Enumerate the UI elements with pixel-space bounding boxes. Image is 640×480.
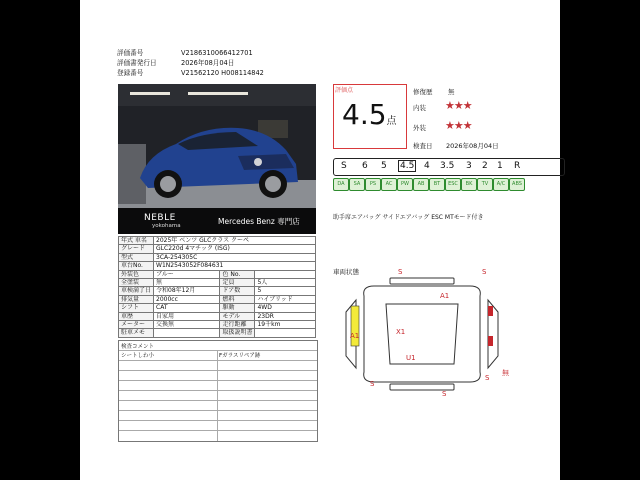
- grade-item: 5: [381, 161, 387, 171]
- reg-number-value: V21562120 H008114842: [181, 69, 264, 77]
- spec-value: [255, 329, 316, 337]
- note-comment: シートしわ小: [121, 353, 155, 359]
- spec-key: 型式: [119, 253, 154, 261]
- spec-key: メーター: [119, 321, 154, 329]
- spec-key: 走行距離: [220, 321, 255, 329]
- table-row: [119, 321, 316, 329]
- issue-date-value: 2026年08月04日: [181, 59, 235, 67]
- equipment-icon: PW: [397, 178, 413, 191]
- spec-value: 23DR: [255, 312, 316, 320]
- spec-value: GLC220d 4マチック (ISG): [154, 245, 316, 253]
- spec-value: 19千km: [255, 321, 316, 329]
- eval-number-value: V2186310066412701: [181, 49, 253, 57]
- damage-mark: S: [442, 390, 447, 398]
- equipment-icon: AC: [381, 178, 397, 191]
- damage-mark: U1: [406, 354, 416, 362]
- table-row: [119, 279, 316, 287]
- spec-key: グレード: [119, 245, 154, 253]
- notes-title: 検査コメント: [121, 344, 155, 350]
- score-value: [342, 98, 397, 131]
- eval-number-label: 評価番号: [117, 49, 144, 57]
- spec-key: 車台No.: [119, 262, 154, 270]
- spec-key: モデル: [220, 312, 255, 320]
- grade-scale: [333, 158, 565, 176]
- spec-value: 自家用: [154, 312, 220, 320]
- spec-value: 5: [255, 287, 316, 295]
- equipment-icon: BK: [461, 178, 477, 191]
- sheet-header: [117, 48, 264, 78]
- exterior-stars: ★★★: [445, 119, 472, 132]
- exterior-label: 外装: [413, 124, 426, 132]
- spec-value: 無: [154, 279, 220, 287]
- table-row: [119, 270, 316, 278]
- grade-item-selected: 4.5: [400, 161, 415, 171]
- equipment-icon: A/C: [493, 178, 509, 191]
- right-light-mark: [488, 306, 493, 316]
- repair-value: 無: [448, 88, 455, 96]
- spec-value: 2000cc: [154, 295, 220, 303]
- table-row: [119, 287, 316, 295]
- body-outline: [364, 286, 481, 382]
- table-row: [119, 253, 316, 261]
- equipment-icon: ESC: [445, 178, 461, 191]
- score-label: 評価点: [335, 87, 354, 94]
- spec-value: W1N2543052F084631: [154, 262, 316, 270]
- damage-mark: S: [485, 374, 490, 382]
- spec-key: 年式 車名: [119, 237, 154, 245]
- table-row: [119, 329, 316, 337]
- spec-value: 2025年 ベンツ GLCクラス クーペ: [154, 237, 316, 245]
- car-condition-diagram: [342, 276, 502, 392]
- spec-key: 色 No.: [220, 270, 255, 278]
- spec-value: 令和08年12月: [154, 287, 220, 295]
- table-row: [119, 312, 316, 320]
- evaluation-sheet: [80, 0, 560, 480]
- table-row: [119, 237, 316, 245]
- inspection-date-value: 2026年08月04日: [446, 142, 499, 150]
- spec-key: 定員: [220, 279, 255, 287]
- damage-mark: 無: [502, 369, 509, 377]
- spec-value: 5人: [255, 279, 316, 287]
- note-divider: [217, 350, 218, 441]
- dealer-shop-name: Mercedes Benz 専門店: [218, 217, 300, 226]
- damage-mark: S: [370, 380, 375, 388]
- left-panel-highlight: [351, 306, 359, 346]
- front-bumper-outline: [390, 278, 454, 284]
- dealer-banner: [118, 208, 316, 234]
- interior-label: 内装: [413, 104, 426, 112]
- diagram-title: 車両状態: [333, 268, 359, 276]
- equipment-icon: TV: [477, 178, 493, 191]
- score-unit: 点: [386, 116, 397, 127]
- table-row: [119, 262, 316, 270]
- grade-item: R: [514, 161, 521, 171]
- repair-label: 修復歴: [413, 88, 433, 96]
- damage-mark: A1: [440, 292, 450, 300]
- spec-key: 取扱説明書: [220, 329, 255, 337]
- damage-mark: S: [398, 268, 403, 276]
- spec-key: シフト: [119, 304, 154, 312]
- score-number: 4.5: [342, 98, 387, 131]
- table-row: [119, 304, 316, 312]
- table-row: [119, 295, 316, 303]
- spec-key: 全塗装: [119, 279, 154, 287]
- spec-key: 車歴: [119, 312, 154, 320]
- spec-key: 駐車メモ: [119, 329, 154, 337]
- grade-item: 3: [466, 161, 472, 171]
- spec-key: 外装色: [119, 270, 154, 278]
- spec-value: 4WD: [255, 304, 316, 312]
- spec-key: 燃料: [220, 295, 255, 303]
- grade-item: 1: [497, 161, 503, 171]
- grade-item: 2: [482, 161, 488, 171]
- damage-mark: X1: [396, 328, 406, 336]
- equipment-icon: ABS: [509, 178, 525, 191]
- note-comment: Fガラスリペア跡: [219, 353, 261, 359]
- grade-item: 4: [424, 161, 430, 171]
- equipment-icon: SA: [349, 178, 365, 191]
- grade-item: S: [341, 161, 347, 171]
- interior-stars: ★★★: [445, 99, 472, 112]
- grade-item: 3.5: [440, 161, 455, 171]
- spec-value: [255, 270, 316, 278]
- spec-key: 排気量: [119, 295, 154, 303]
- dealer-logo: NEBLE: [144, 213, 176, 223]
- damage-mark: S: [482, 268, 487, 276]
- table-row: [119, 245, 316, 253]
- spec-table: [118, 236, 316, 338]
- spec-value: CAT: [154, 304, 220, 312]
- grade-item: 6: [362, 161, 368, 171]
- equipment-icon: AB: [413, 178, 429, 191]
- dealer-logo-sub: yokohama: [152, 223, 181, 229]
- spec-value: 3CA-254305C: [154, 253, 316, 261]
- damage-mark: A1: [350, 332, 360, 340]
- right-light-mark-2: [488, 336, 493, 346]
- spec-key: 車検満了日: [119, 287, 154, 295]
- equipment-icon: DA: [333, 178, 349, 191]
- spec-key: ドア数: [220, 287, 255, 295]
- equipment-icon: BT: [429, 178, 445, 191]
- inspection-date-label: 検査日: [413, 142, 433, 150]
- reg-number-label: 登録番号: [117, 69, 144, 77]
- equipment-icon: PS: [365, 178, 381, 191]
- inspection-notes: [118, 340, 318, 442]
- spec-value: ブルー: [154, 270, 220, 278]
- spec-value: [154, 329, 220, 337]
- spec-value: 交換無: [154, 321, 220, 329]
- equipment-text: 助手席エアバッグ サイドエアバッグ ESC MTモード付き: [333, 214, 484, 221]
- issue-date-label: 評価書発行日: [117, 59, 157, 67]
- spec-value: ハイブリッド: [255, 295, 316, 303]
- spec-key: 駆動: [220, 304, 255, 312]
